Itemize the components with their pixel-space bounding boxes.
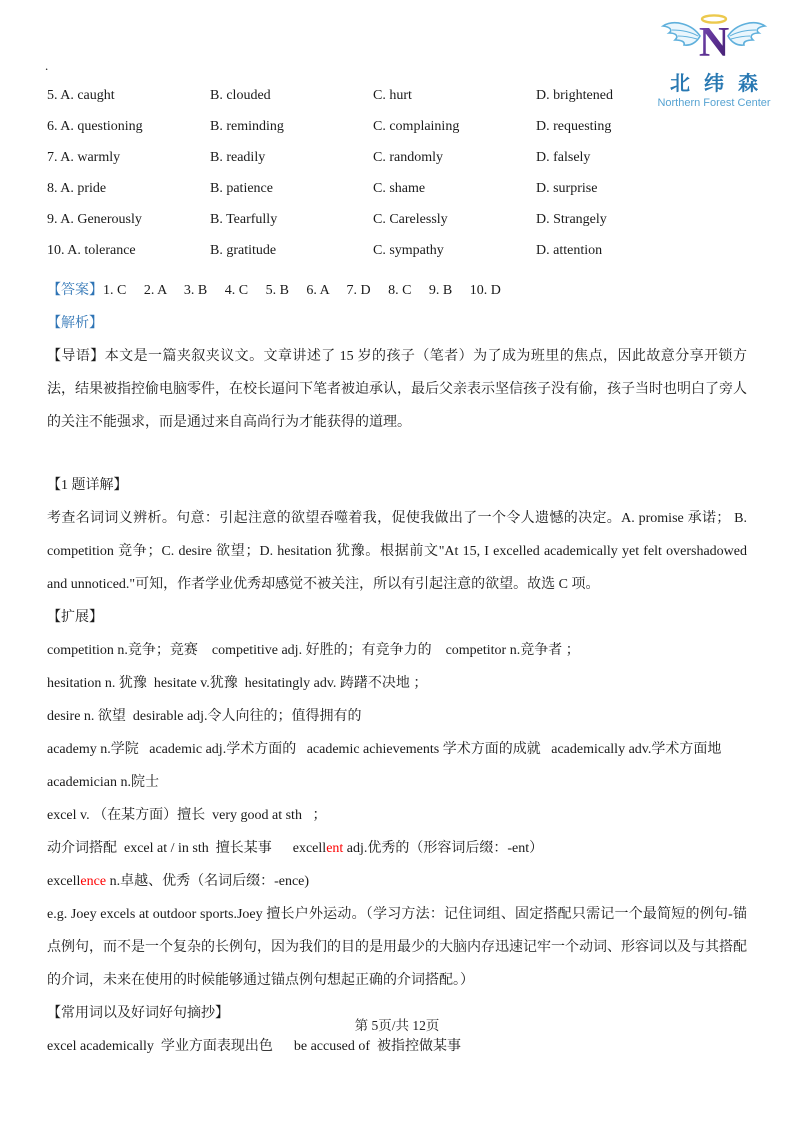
option-cell: D. requesting (536, 119, 612, 134)
stray-period-mark: . (45, 58, 49, 73)
option-cell: C. shame (373, 181, 426, 196)
option-cell: C. randomly (373, 150, 443, 165)
option-row-10 (47, 235, 747, 266)
option-cell: D. brightened (536, 88, 613, 103)
excellent-line (47, 832, 747, 865)
option-cell: D. falsely (536, 150, 591, 165)
option-cell: 10. A. tolerance (47, 243, 136, 258)
answers-label: 【答案】 (47, 283, 103, 298)
excellence-suffix-red: ence (80, 874, 107, 889)
vocab-line: hesitation n. 犹豫 hesitate v.犹豫 hesitatingly adv. 踌躇不决地 ； (47, 676, 428, 691)
option-cell: B. clouded (210, 88, 271, 103)
expand-heading: 【扩展】 (47, 610, 103, 625)
logo (640, 12, 788, 109)
excellent-line-pre: 动介词搭配 excel at / in sth 擅长某事 excell (47, 841, 327, 856)
option-cell: D. surprise (536, 181, 598, 196)
option-row-8 (47, 173, 747, 204)
analysis-label-line (47, 307, 747, 340)
excellent-suffix-red: ent (326, 841, 344, 856)
intro-label: 【导语】 (47, 349, 105, 364)
answers-values: 1. C 2. A 3. B 4. C 5. B 6. A 7. D 8. C 9. B 10. D (103, 283, 501, 298)
option-row-7 (47, 142, 747, 173)
option-cell: D. attention (536, 243, 603, 258)
example-paragraph: e.g. Joey excels at outdoor sports.Joey 擅长户外运动。（学习方法：记住词组、固定搭配只需记一个最简短的例句-锚点例句，而不是一个复杂的长例句，因为我们的目的是用最少的大脑内存迅速记牢一个动词、形容词以及与其搭配的介词，未来在使用的时候能够通过锚点例句想起正确的介词搭配。） (47, 907, 747, 988)
q1-heading: 【1 题详解】 (47, 478, 128, 493)
vocab-line: desire n. 欲望 desirable adj.令人向往的；值得拥有的 (47, 709, 362, 724)
answers-line (47, 274, 747, 307)
vocab-line: academician n.院士 (47, 775, 159, 790)
excellence-line-pre: excell (47, 874, 81, 889)
excellence-line-post: n.卓越、优秀（名词后缀：-ence) (106, 874, 310, 889)
logo-n-letter: N (698, 20, 730, 64)
option-cell: 7. A. warmly (47, 150, 121, 165)
logo-cn-name: 北纬森 (670, 73, 772, 95)
vocab-line: excel v. （在某方面）擅长 very good at sth ； (47, 808, 327, 823)
phrases-line: excel academically 学业方面表现出色 be accused of 被指控做某事 (47, 1039, 462, 1054)
option-cell: C. Carelessly (373, 212, 448, 227)
option-row-9 (47, 204, 747, 235)
option-cell: B. readily (210, 150, 266, 165)
option-cell: C. complaining (373, 119, 460, 134)
logo-en-name: Northern Forest Center (657, 97, 771, 109)
option-cell: C. hurt (373, 88, 412, 103)
option-cell: 5. A. caught (47, 88, 115, 103)
option-cell: B. reminding (210, 119, 284, 134)
option-cell: 6. A. questioning (47, 119, 143, 134)
option-cell: C. sympathy (373, 243, 444, 258)
option-cell: D. Strangely (536, 212, 607, 227)
q1-body: 考查名词词义辨析。句意：引起注意的欲望吞噬着我，促使我做出了一个令人遗憾的决定。A. promise 承诺； B. competition 竞争；C. desire 欲望；D. hesitation 犹豫。根据前文"At 15, I excelled academically yet felt overshadowed and unnoticed."可知，作者学业优秀却感觉不被关注，所以有引起注意的欲望。故选 C 项。 (47, 511, 747, 592)
page-footer: 第 5页/共 12页 (354, 1018, 440, 1033)
vocab-line: competition n.竞争；竞赛 competitive adj. 好胜的；有竞争力的 competitor n.竞争者 ； (47, 643, 580, 658)
intro-paragraph (47, 340, 747, 439)
phrases-heading: 【常用词以及好词好句摘抄】 (47, 1006, 229, 1021)
vocab-line: academy n.学院 academic adj.学术方面的 academic achievements 学术方面的成就 academically adv.学术方面地 (47, 742, 722, 757)
option-cell: B. Tearfully (210, 212, 278, 227)
option-cell: 8. A. pride (47, 181, 107, 196)
option-row-6 (47, 111, 747, 142)
option-cell: 9. A. Generously (47, 212, 142, 227)
excellent-line-post: adj.优秀的（形容词后缀：-ent） (343, 841, 544, 856)
logo-emblem-icon (654, 12, 774, 64)
option-cell: B. patience (210, 181, 273, 196)
option-cell: B. gratitude (210, 243, 277, 258)
excellence-line (47, 865, 747, 898)
intro-text: 本文是一篇夹叙夹议文。文章讲述了 15 岁的孩子（笔者）为了成为班里的焦点，因此故意分享开锁方法，结果被指控偷电脑零件，在校长逼问下笔者被迫承认，最后父亲表示坚信孩子没有偷，孩子当时也明白了旁人的关注不能强求，而是通过来自高尚行为才能获得的道理。 (47, 349, 747, 430)
analysis-label: 【解析】 (47, 316, 103, 331)
